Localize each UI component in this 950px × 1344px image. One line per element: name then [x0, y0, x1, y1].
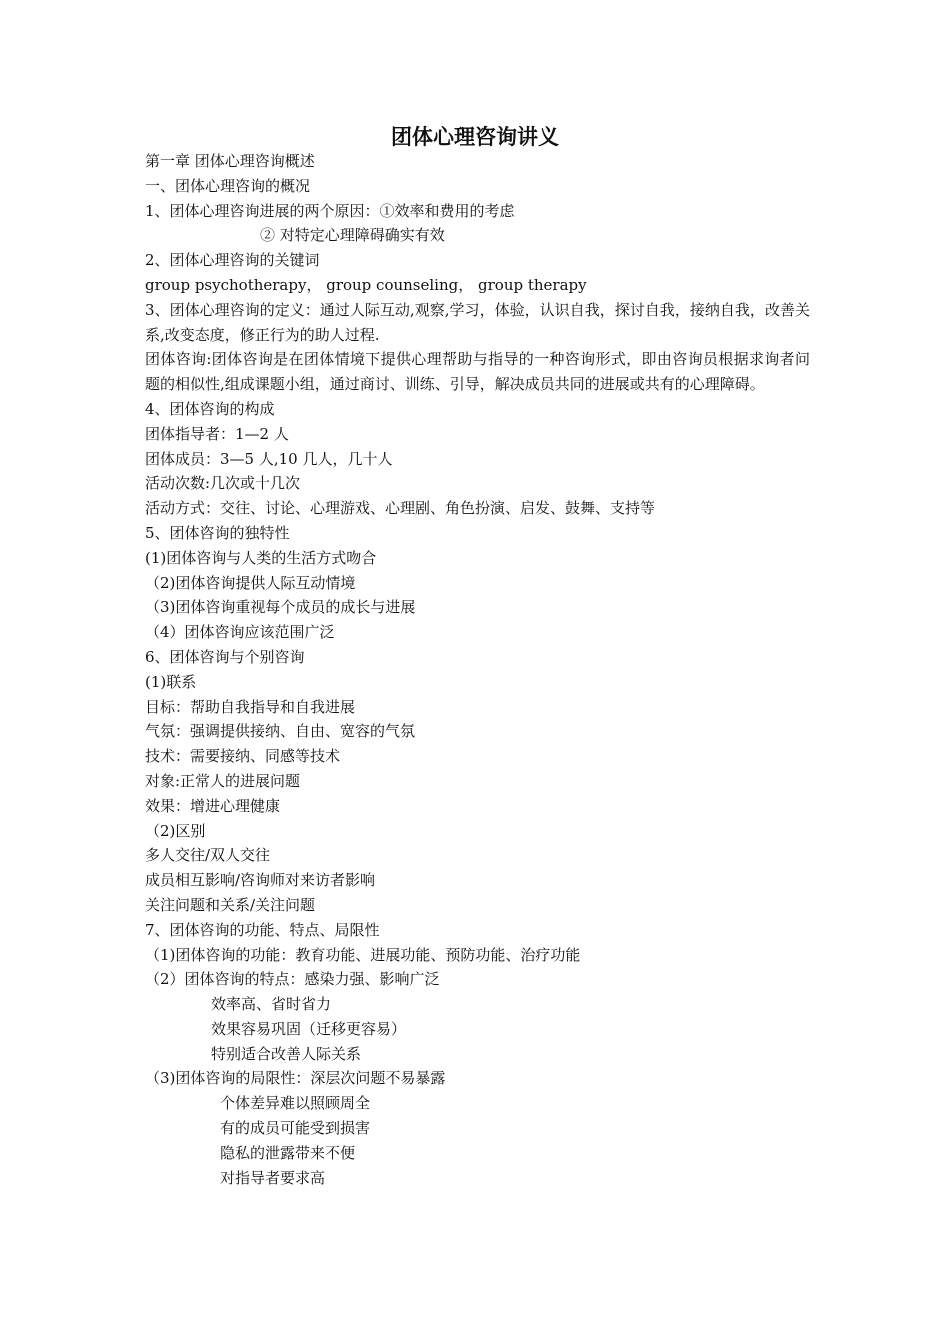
text-line: 目标：帮助自我指导和自我进展 [145, 697, 356, 716]
document-body [145, 149, 810, 1190]
text-line: 团体成员：3—5 人,10 几人，几十人 [145, 449, 393, 468]
text-line: 多人交往/双人交往 [145, 846, 271, 865]
text-line: 活动次数:几次或十几次 [145, 474, 301, 493]
text-line: （2)区别 [145, 821, 206, 840]
text-line: 1、团体心理咨询进展的两个原因：①效率和费用的考虑 [145, 201, 515, 220]
text-line: 对象:正常人的进展问题 [145, 771, 301, 790]
text-line: （2）团体咨询的特点：感染力强、影响广泛 [145, 970, 440, 989]
text-line: (1)联系 [145, 672, 197, 691]
text-line: 气氛：强调提供接纳、自由、宽容的气氛 [145, 722, 416, 741]
text-line: （3)团体咨询重视每个成员的成长与进展 [145, 598, 416, 617]
text-line: （4）团体咨询应该范围广泛 [145, 623, 335, 642]
text-line: 团体指导者：1—2 人 [145, 424, 289, 443]
text-line-indented: 特别适合改善人际关系 [211, 1044, 362, 1063]
text-line: 效果：增进心理健康 [145, 796, 281, 815]
text-line: 活动方式：交往、讨论、心理游戏、心理剧、角色扮演、启发、鼓舞、支持等 [145, 499, 656, 518]
section-heading: 一、团体心理咨询的概况 [145, 176, 311, 195]
text-line: 2、团体心理咨询的关键词 [145, 251, 320, 270]
text-line: (1)团体咨询与人类的生活方式吻合 [145, 548, 377, 567]
text-line: 6、团体咨询与个别咨询 [145, 647, 305, 666]
text-line-indented: ② 对特定心理障碍确实有效 [260, 226, 445, 245]
text-line-indented: 效率高、省时省力 [211, 995, 332, 1014]
text-line-indented: 隐私的泄露带来不便 [220, 1143, 356, 1162]
text-line: 关注问题和关系/关注问题 [145, 895, 316, 914]
text-line: （2)团体咨询提供人际互动情境 [145, 573, 356, 592]
text-line: （1)团体咨询的功能：教育功能、进展功能、预防功能、治疗功能 [145, 945, 581, 964]
text-line-indented: 有的成员可能受到损害 [220, 1119, 371, 1138]
text-line: （3)团体咨询的局限性：深层次问题不易暴露 [145, 1069, 446, 1088]
text-line: 4、团体咨询的构成 [145, 399, 275, 418]
text-line-indented: 效果容易巩固（迁移更容易） [211, 1019, 407, 1038]
definition-paragraph: 3、团体心理咨询的定义：通过人际互动,观察,学习，体验，认识自我，探讨自我，接纳自我，改善关系,改变态度，修正行为的助人过程. [145, 300, 810, 344]
text-line: 技术：需要接纳、同感等技术 [145, 747, 341, 766]
text-line: 7、团体咨询的功能、特点、局限性 [145, 920, 380, 939]
group-counseling-paragraph: 团体咨询:团体咨询是在团体情境下提供心理帮助与指导的一种咨询形式，即由咨询员根据求询者问题的相似性,组成课题小组，通过商讨、训练、引导，解决成员共同的进展或共有的心理障碍。 [145, 350, 810, 394]
text-line: 成员相互影响/咨询师对来访者影响 [145, 871, 376, 890]
document-title: 团体心理咨询讲义 [391, 124, 559, 149]
text-line: group psychotherapy， group counseling， group therapy [145, 275, 587, 294]
text-line-indented: 对指导者要求高 [220, 1168, 326, 1187]
text-line-indented: 个体差异难以照顾周全 [220, 1094, 371, 1113]
chapter-heading: 第一章 团体心理咨询概述 [145, 152, 315, 170]
text-line: 5、团体咨询的独特性 [145, 523, 290, 542]
